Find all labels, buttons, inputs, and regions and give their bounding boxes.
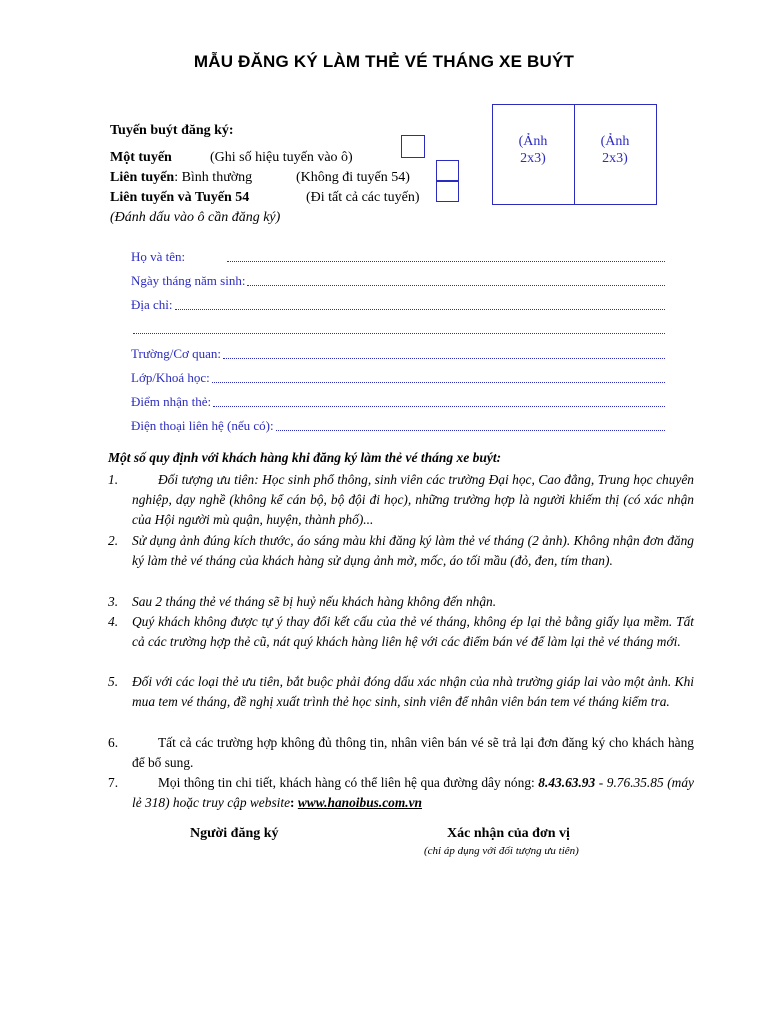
field-dotted-line[interactable] bbox=[175, 297, 665, 310]
photo-caption-line: 2x3) bbox=[602, 151, 628, 166]
field-label: Ngày tháng năm sinh: bbox=[131, 273, 246, 288]
photo-caption-line: (Ảnh bbox=[600, 134, 630, 149]
field-dotted-line[interactable] bbox=[223, 346, 665, 359]
rule-text: Đối tượng ưu tiên: Học sinh phổ thông, sinh viên các trường Đại học, Cao đẳng, Trung học chuyên nghiệp, dạy nghề (không kể cán bộ, bộ đội đi học), những trường hợp là người khiếm thị (có xác nhận của Hội người mù quận, huyện, thành phố)... bbox=[132, 472, 694, 528]
rule-text: Quý khách không được tự ý thay đổi kết cấu của thẻ vé tháng, không ép lại thẻ bằng giấy lụa mềm. Tất cả các trường hợp thẻ cũ, nát quý khách hàng liên hệ với các điểm bán vé để làm lại thẻ vé tháng mới. bbox=[132, 614, 694, 650]
photo-caption-line: (Ảnh bbox=[518, 134, 548, 149]
signature-unit-confirmation: Xác nhận của đơn vị bbox=[447, 826, 570, 841]
rule-text: - 9.76.35.85 (máy lẻ 318) hoặc truy cập website bbox=[132, 775, 694, 811]
website-link[interactable]: www.hanoibus.com.vn bbox=[297, 795, 423, 811]
photo-frame bbox=[492, 104, 657, 205]
field-class-course[interactable] bbox=[131, 370, 665, 386]
rule-item bbox=[108, 592, 694, 612]
route-option-label: Liên tuyến và Tuyến 54 bbox=[110, 190, 250, 205]
rule-number: 6. bbox=[108, 735, 119, 750]
rule-text: Sử dụng ảnh đúng kích thước, áo sáng màu khi đăng ký làm thẻ vé tháng (2 ảnh). Không nhận đơn đăng ký làm thẻ vé tháng của khách hàng sử dụng ảnh mờ, mốc, áo tối mầu (đỏ, đen, tím than). bbox=[132, 533, 694, 569]
field-address-continued[interactable] bbox=[131, 321, 665, 334]
rule-item bbox=[108, 531, 694, 571]
field-dotted-line[interactable] bbox=[247, 273, 665, 286]
route-option-desc: (Không đi tuyến 54) bbox=[296, 170, 410, 185]
route-heading: Tuyến buýt đăng ký: bbox=[110, 123, 234, 138]
route-option-multi bbox=[110, 170, 410, 186]
field-phone[interactable] bbox=[131, 418, 665, 434]
route-option-suffix: : Bình thường bbox=[174, 170, 253, 185]
hotline-number: 8.43.63.93 bbox=[538, 775, 596, 790]
photo-slot-1[interactable] bbox=[493, 133, 573, 167]
rule-item bbox=[108, 470, 694, 531]
field-address[interactable] bbox=[131, 297, 665, 313]
field-label: Điểm nhận thẻ: bbox=[131, 394, 212, 409]
rule-number: 7. bbox=[108, 775, 119, 790]
rule-item bbox=[108, 733, 694, 773]
rule-item bbox=[108, 612, 694, 652]
route-option-desc: (Đi tất cả các tuyến) bbox=[306, 190, 420, 205]
field-dotted-line[interactable] bbox=[276, 418, 665, 431]
rules-heading: Một số quy định với khách hàng khi đăng ký làm thẻ vé tháng xe buýt: bbox=[108, 450, 502, 465]
rule-number: 5. bbox=[108, 674, 119, 689]
rule-text: Sau 2 tháng thẻ vé tháng sẽ bị huỷ nếu khách hàng không đến nhận. bbox=[132, 594, 497, 609]
rule-number: 3. bbox=[108, 594, 119, 609]
signature-applicant: Người đăng ký bbox=[190, 826, 279, 841]
field-label: Lớp/Khoá học: bbox=[131, 370, 210, 385]
field-dotted-line[interactable] bbox=[133, 321, 665, 334]
rule-item bbox=[108, 773, 694, 813]
field-pickup-point[interactable] bbox=[131, 394, 665, 410]
route-option-label: Liên tuyến bbox=[110, 170, 175, 185]
checkbox-multi-route[interactable] bbox=[436, 160, 459, 181]
route-option-multi-54 bbox=[110, 190, 420, 206]
field-dotted-line[interactable] bbox=[212, 370, 665, 383]
route-option-label: Một tuyến bbox=[110, 150, 172, 165]
field-label: Trường/Cơ quan: bbox=[131, 346, 222, 361]
checkbox-single-route[interactable] bbox=[401, 135, 425, 158]
field-birth-date[interactable] bbox=[131, 273, 665, 289]
checkbox-multi-route-54[interactable] bbox=[436, 181, 459, 202]
field-full-name[interactable] bbox=[131, 249, 665, 265]
field-dotted-line[interactable] bbox=[227, 249, 665, 262]
route-option-desc: (Ghi số hiệu tuyến vào ô) bbox=[210, 150, 353, 165]
photo-slot-2[interactable] bbox=[575, 133, 655, 167]
route-option-single bbox=[110, 150, 353, 166]
field-label: Điện thoại liên hệ (nếu có): bbox=[131, 418, 274, 433]
route-hint: (Đánh dấu vào ô cần đăng ký) bbox=[110, 210, 281, 225]
rule-colon: : bbox=[290, 795, 298, 811]
rule-item bbox=[108, 672, 694, 712]
rule-number: 2. bbox=[108, 533, 119, 548]
field-label: Họ và tên: bbox=[131, 249, 186, 264]
rule-number: 1. bbox=[108, 472, 119, 487]
rule-text: Tất cả các trường hợp không đủ thông tin, nhân viên bán vé sẽ trả lại đơn đăng ký cho khách hàng để bổ sung. bbox=[132, 735, 694, 771]
field-label: Địa chỉ: bbox=[131, 297, 173, 312]
rule-text: Mọi thông tin chi tiết, khách hàng có thể liên hệ qua đường dây nóng: bbox=[158, 775, 539, 790]
field-school-organization[interactable] bbox=[131, 346, 665, 362]
page-title: MẪU ĐĂNG KÝ LÀM THẺ VÉ THÁNG XE BUÝT bbox=[193, 52, 575, 71]
rule-text: Đối với các loại thẻ ưu tiên, bắt buộc phải đóng dấu xác nhận của nhà trường giáp lai vào một ảnh. Khi mua tem vé tháng, đề nghị xuất trình thẻ học sinh, sinh viên để nhân viên bán tem vé tháng kiểm tra. bbox=[132, 674, 694, 710]
signature-unit-note: (chỉ áp dụng với đối tượng ưu tiên) bbox=[424, 845, 579, 857]
field-dotted-line[interactable] bbox=[213, 394, 665, 407]
photo-caption-line: 2x3) bbox=[520, 151, 546, 166]
rule-number: 4. bbox=[108, 614, 119, 629]
